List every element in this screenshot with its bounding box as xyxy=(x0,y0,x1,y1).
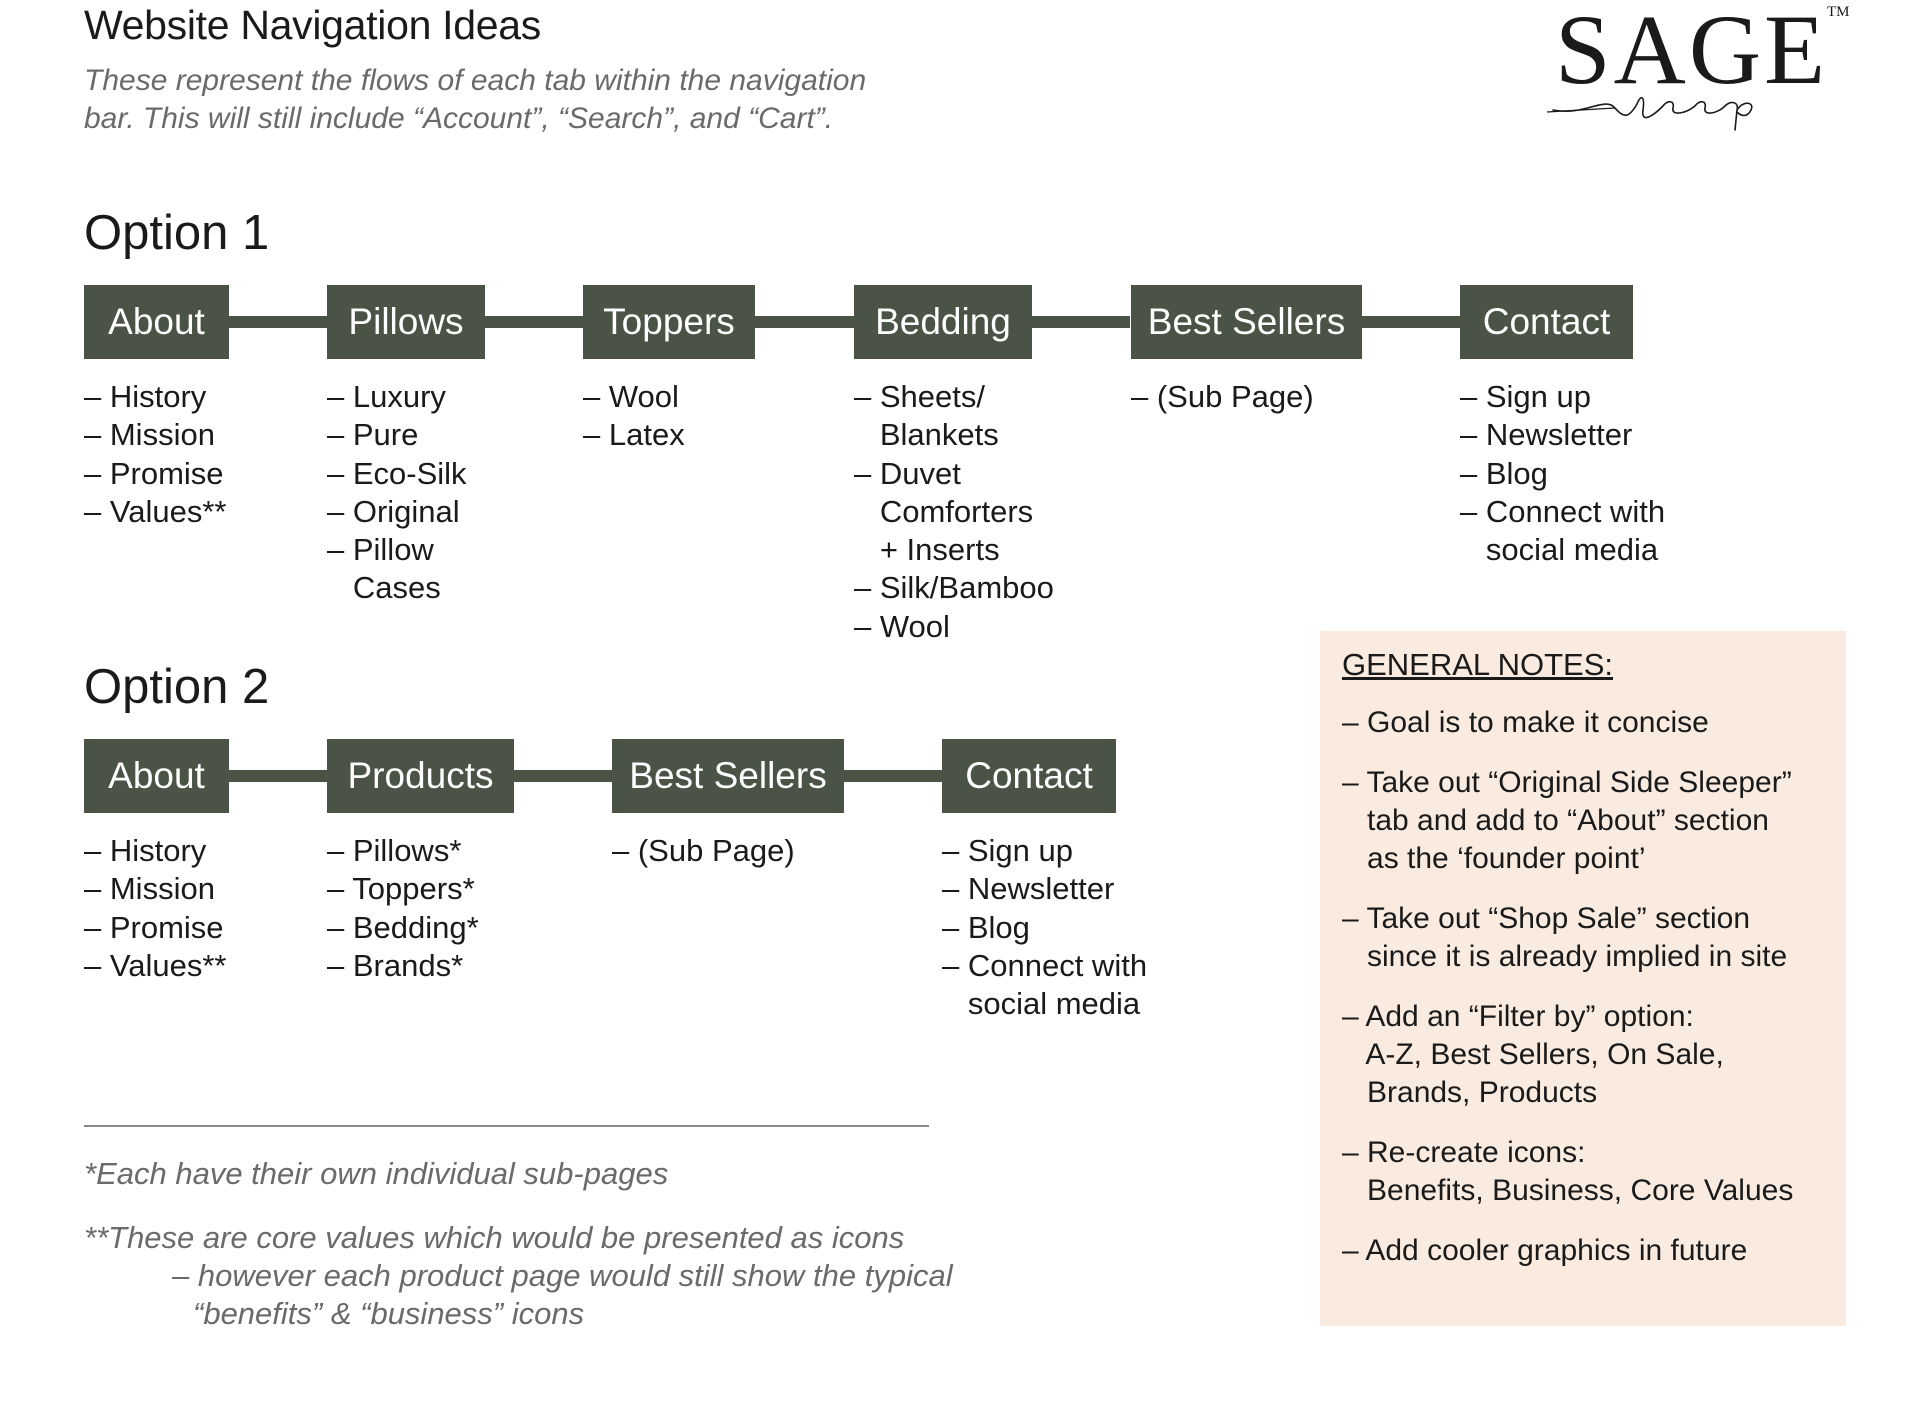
list-item[interactable]: – Sheets/ xyxy=(854,379,985,414)
option-2-about-list xyxy=(84,832,226,985)
tab-best-sellers[interactable]: Best Sellers xyxy=(612,739,844,813)
divider xyxy=(84,1125,929,1127)
connector xyxy=(843,770,943,782)
footnote-double-asterisk-cont: “benefits” & “business” icons xyxy=(193,1296,585,1331)
list-item: social media xyxy=(1460,532,1659,568)
connector xyxy=(228,770,328,782)
list-item[interactable]: – History xyxy=(84,833,207,868)
list-item: social media xyxy=(942,986,1141,1022)
tab-toppers[interactable]: Toppers xyxy=(583,285,755,359)
list-item[interactable]: – Pillows* xyxy=(327,833,462,868)
option-1-pillows-list xyxy=(327,378,467,608)
tab-contact[interactable]: Contact xyxy=(942,739,1116,813)
tab-about[interactable]: About xyxy=(84,285,229,359)
list-item[interactable]: – Brands* xyxy=(327,947,464,983)
list-item[interactable]: – Wool xyxy=(583,379,679,414)
option-1-bedding-list xyxy=(854,378,1054,646)
list-item[interactable]: – Blog xyxy=(942,909,1030,945)
note-item: – Take out “Shop Sale” section since it is already implied in site xyxy=(1342,902,1788,973)
page-title: Website Navigation Ideas xyxy=(84,2,541,48)
list-item[interactable]: – Connect with xyxy=(1460,493,1666,529)
list-item[interactable]: – Values** xyxy=(84,947,227,983)
subtitle-line-1: These represent the flows of each tab within the navigation xyxy=(84,64,867,97)
footnote-single-asterisk: *Each have their own individual sub-pages xyxy=(84,1156,669,1191)
list-item[interactable]: – (Sub Page) xyxy=(612,833,795,868)
subtitle-line-2: bar. This will still include “Account”, “Search”, and “Cart”. xyxy=(84,102,834,135)
note-item: – Add an “Filter by” option: A-Z, Best Sellers, On Sale, Brands, Products xyxy=(1342,1000,1724,1109)
option-1-contact-list xyxy=(1460,378,1665,569)
tab-products[interactable]: Products xyxy=(327,739,514,813)
list-item[interactable]: – Latex xyxy=(583,417,685,453)
tab-bedding[interactable]: Bedding xyxy=(854,285,1032,359)
list-item[interactable]: – Pure xyxy=(327,417,419,453)
connector xyxy=(228,316,328,328)
list-item: Blankets xyxy=(854,417,999,453)
tab-contact[interactable]: Contact xyxy=(1460,285,1633,359)
list-item[interactable]: – Wool xyxy=(854,608,950,644)
option-2-best-sellers-list xyxy=(612,832,795,870)
list-item[interactable]: – Newsletter xyxy=(1460,417,1633,453)
footnote-double-asterisk-cont: – however each product page would still show the typical xyxy=(172,1258,953,1293)
option-2-heading: Option 2 xyxy=(84,660,270,714)
list-item[interactable]: – Bedding* xyxy=(327,909,479,945)
list-item[interactable]: – Toppers* xyxy=(327,871,475,907)
list-item[interactable]: – Newsletter xyxy=(942,871,1115,907)
tab-about[interactable]: About xyxy=(84,739,229,813)
list-item: Cases xyxy=(327,570,441,606)
list-item: Comforters xyxy=(854,493,1034,529)
tab-best-sellers[interactable]: Best Sellers xyxy=(1131,285,1362,359)
list-item[interactable]: – (Sub Page) xyxy=(1131,379,1314,414)
connector xyxy=(513,770,613,782)
list-item[interactable]: – Values** xyxy=(84,493,227,529)
list-item[interactable]: – Mission xyxy=(84,417,215,453)
option-2-contact-list xyxy=(942,832,1147,1023)
page-subtitle xyxy=(84,62,904,138)
connector xyxy=(1360,316,1460,328)
list-item[interactable]: – Eco-Silk xyxy=(327,455,467,491)
list-item[interactable]: – Sign up xyxy=(942,833,1073,868)
sage-sleep-logo xyxy=(1545,0,1865,130)
list-item[interactable]: – Pillow xyxy=(327,532,434,568)
tab-pillows[interactable]: Pillows xyxy=(327,285,485,359)
note-item: – Take out “Original Side Sleeper” tab and add to “About” section as the ‘founder point’ xyxy=(1342,766,1792,875)
list-item[interactable]: – Promise xyxy=(84,455,224,491)
footnote-double-asterisk: **These are core values which would be presented as icons xyxy=(84,1220,905,1255)
list-item[interactable]: – Luxury xyxy=(327,379,446,414)
list-item[interactable]: – Promise xyxy=(84,909,224,945)
list-item[interactable]: – Mission xyxy=(84,871,215,907)
logo-wordmark: SAGE xyxy=(1555,0,1829,105)
logo-trademark: TM xyxy=(1827,4,1850,20)
connector xyxy=(755,316,855,328)
list-item[interactable]: – History xyxy=(84,379,207,414)
list-item[interactable]: – Blog xyxy=(1460,455,1548,491)
list-item[interactable]: – Duvet xyxy=(854,455,961,491)
list-item[interactable]: – Connect with xyxy=(942,947,1148,983)
list-item[interactable]: – Silk/Bamboo xyxy=(854,570,1054,606)
option-1-toppers-list xyxy=(583,378,685,455)
general-notes-panel xyxy=(1320,631,1846,1326)
list-item[interactable]: – Original xyxy=(327,493,460,529)
note-item: – Add cooler graphics in future xyxy=(1342,1234,1748,1267)
general-notes-heading: GENERAL NOTES: xyxy=(1342,647,1614,682)
connector xyxy=(1030,316,1130,328)
list-item[interactable]: – Sign up xyxy=(1460,379,1591,414)
connector xyxy=(485,316,585,328)
option-1-best-sellers-list xyxy=(1131,378,1314,416)
option-1-flow xyxy=(0,285,1900,365)
note-item: – Goal is to make it concise xyxy=(1342,706,1709,739)
logo-script-sleep xyxy=(1545,86,1775,136)
list-item: + Inserts xyxy=(854,532,1000,568)
option-1-heading: Option 1 xyxy=(84,206,270,260)
option-1-about-list xyxy=(84,378,226,531)
note-item: – Re-create icons: Benefits, Business, Core Values xyxy=(1342,1136,1794,1207)
option-2-products-list xyxy=(327,832,479,985)
